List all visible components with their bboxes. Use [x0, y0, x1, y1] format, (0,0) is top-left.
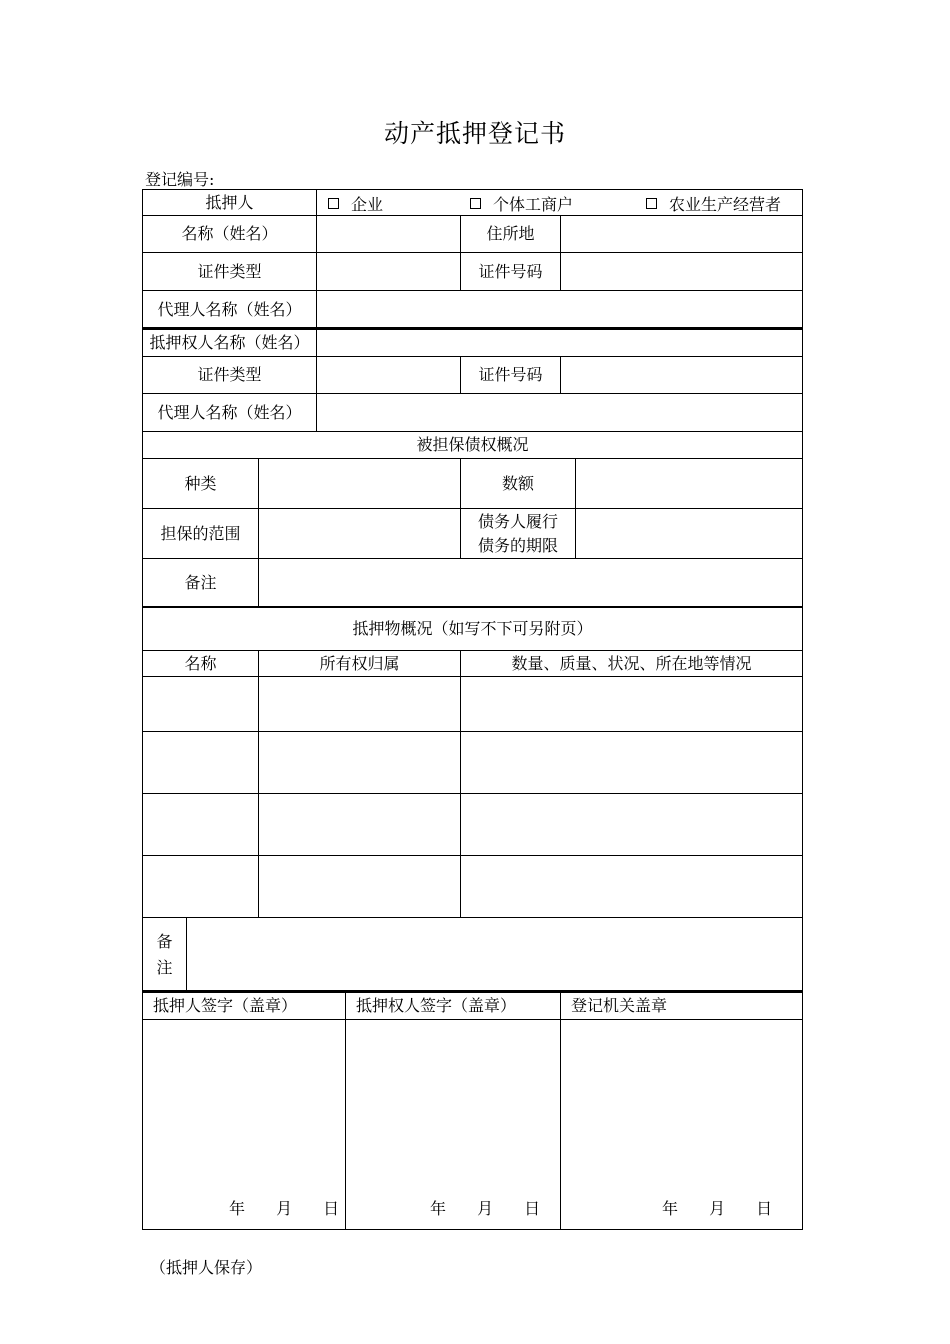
collateral-col-detail: 数量、质量、状况、所在地等情况 — [460, 650, 803, 677]
debt-term-label — [460, 508, 576, 559]
mortgagor-label: 抵押人 — [142, 189, 317, 216]
option-label: 农业生产经营者 — [669, 194, 782, 214]
mortgagee-id-type-label: 证件类型 — [142, 356, 317, 394]
mortgagee-agent-field[interactable] — [316, 393, 803, 432]
collateral-section-header: 抵押物概况（如写不下可另附页） — [142, 606, 803, 651]
collateral-row-detail[interactable] — [460, 676, 803, 732]
claim-remark-field[interactable] — [258, 558, 803, 608]
collateral-row-owner[interactable] — [258, 676, 461, 732]
checkbox-icon[interactable] — [328, 198, 339, 209]
debt-term-label-line2: 债务的期限 — [477, 535, 558, 555]
claim-amount-label: 数额 — [460, 458, 576, 509]
collateral-col-name: 名称 — [142, 650, 259, 677]
mortgagee-sign-date: 年 月 日 — [430, 1199, 541, 1218]
mortgagor-id-number-field[interactable] — [560, 252, 803, 291]
debt-term-field[interactable] — [575, 508, 803, 559]
mortgagor-id-type-label: 证件类型 — [142, 252, 317, 291]
mortgagee-id-type-field[interactable] — [316, 356, 461, 394]
mortgagor-agent-field[interactable] — [316, 290, 803, 329]
collateral-row-name[interactable] — [142, 855, 259, 918]
debt-term-label-line1: 债务人履行 — [477, 511, 558, 531]
mortgagor-sign-date: 年 月 日 — [229, 1199, 340, 1218]
mortgagor-address-label: 住所地 — [460, 215, 561, 253]
retention-note: （抵押人保存） — [150, 1258, 263, 1277]
collateral-remark-label — [142, 917, 187, 992]
collateral-row-owner[interactable] — [258, 731, 461, 794]
claim-type-label: 种类 — [142, 458, 259, 509]
claim-amount-field[interactable] — [575, 458, 803, 509]
remark-char-1: 备 — [156, 931, 173, 951]
mortgagor-signature-label: 抵押人签字（盖章） — [142, 990, 346, 1020]
mortgagor-agent-label: 代理人名称（姓名） — [142, 290, 317, 329]
mortgagee-name-field[interactable] — [316, 327, 803, 357]
option-enterprise[interactable] — [328, 190, 383, 216]
option-individual-business[interactable] — [470, 190, 573, 216]
collateral-row-owner[interactable] — [258, 793, 461, 856]
checkbox-icon[interactable] — [646, 198, 657, 209]
collateral-row-owner[interactable] — [258, 855, 461, 918]
mortgagor-id-number-label: 证件号码 — [460, 252, 561, 291]
mortgagor-address-field[interactable] — [560, 215, 803, 253]
option-label: 企业 — [351, 194, 384, 214]
mortgagee-name-label: 抵押权人名称（姓名） — [142, 327, 317, 357]
mortgagee-id-number-label: 证件号码 — [460, 356, 561, 394]
mortgagor-id-type-field[interactable] — [316, 252, 461, 291]
collateral-col-owner: 所有权归属 — [258, 650, 461, 677]
registration-number-label: 登记编号: — [145, 170, 215, 189]
mortgagee-signature-label: 抵押权人签字（盖章） — [345, 990, 561, 1020]
collateral-row-name[interactable] — [142, 793, 259, 856]
mortgagor-name-label: 名称（姓名） — [142, 215, 317, 253]
option-label: 个体工商户 — [493, 194, 574, 214]
claim-section-header: 被担保债权概况 — [142, 431, 803, 459]
mortgagor-name-field[interactable] — [316, 215, 461, 253]
remark-char-2: 注 — [156, 957, 173, 977]
guarantee-scope-field[interactable] — [258, 508, 461, 559]
guarantee-scope-label: 担保的范围 — [142, 508, 259, 559]
mortgagee-agent-label: 代理人名称（姓名） — [142, 393, 317, 432]
collateral-row-name[interactable] — [142, 731, 259, 794]
checkbox-icon[interactable] — [470, 198, 481, 209]
claim-type-field[interactable] — [258, 458, 461, 509]
page-title: 动产抵押登记书 — [383, 119, 566, 148]
authority-seal-label: 登记机关盖章 — [560, 990, 803, 1020]
authority-seal-date: 年 月 日 — [662, 1199, 773, 1218]
collateral-row-detail[interactable] — [460, 793, 803, 856]
collateral-remark-field[interactable] — [186, 917, 803, 992]
collateral-row-detail[interactable] — [460, 731, 803, 794]
option-farmer[interactable] — [646, 190, 781, 216]
mortgagee-id-number-field[interactable] — [560, 356, 803, 394]
claim-remark-label: 备注 — [142, 558, 259, 608]
collateral-row-detail[interactable] — [460, 855, 803, 918]
collateral-row-name[interactable] — [142, 676, 259, 732]
